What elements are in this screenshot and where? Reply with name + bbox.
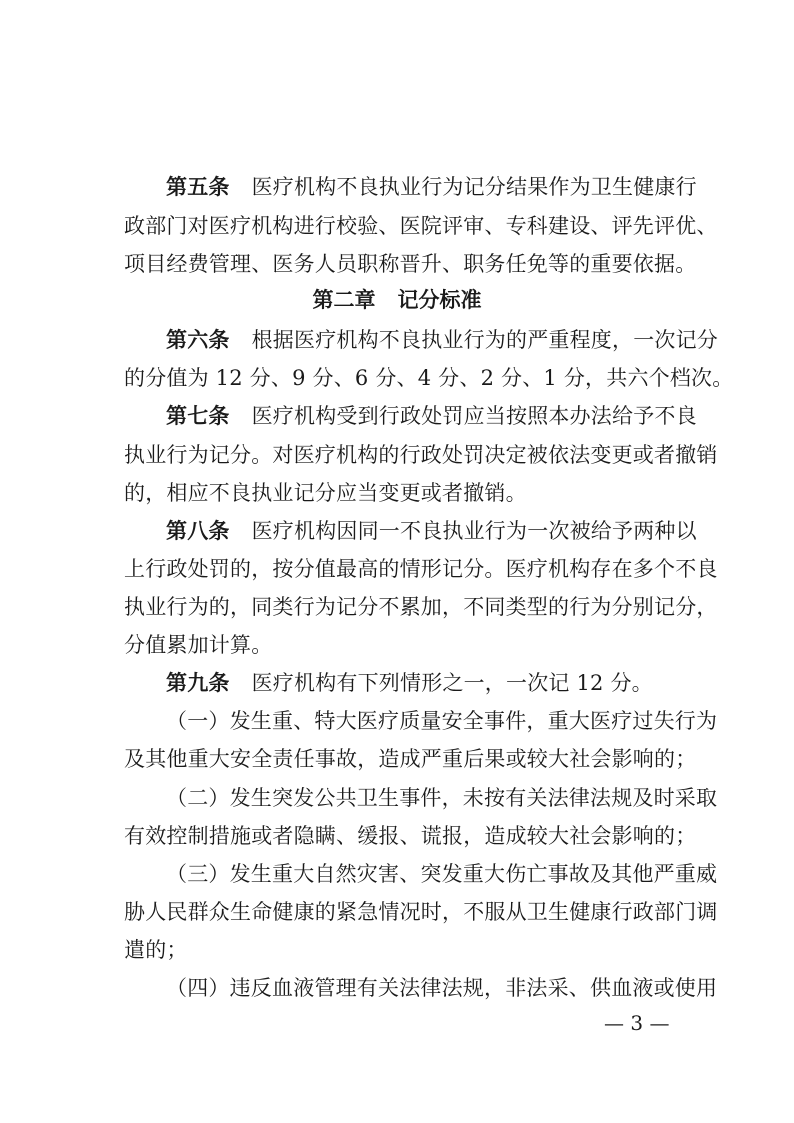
chapter-heading [0,286,794,316]
article6-label: 第六条 [166,328,230,352]
article8-text1: 医疗机构因同一不良执业行为一次被给予两种以 [251,519,697,543]
article8-line1 [166,517,697,547]
article7-label: 第七条 [166,404,230,428]
article7-line2: 执业行为记分。对医疗机构的行政处罚决定被依法变更或者撤销 [124,443,718,467]
item3-line1: （三）发生重大自然灾害、突发重大伤亡事故及其他严重威 [166,862,718,886]
article9-text1: 医疗机构有下列情形之一，一次记 12 分。 [251,671,653,695]
item4-line1: （四）违反血液管理有关法律法规，非法采、供血液或使用 [166,976,718,1000]
article8-label: 第八条 [166,519,230,543]
article7-text1: 医疗机构受到行政处罚应当按照本办法给予不良 [251,404,697,428]
item3-line3: 遣的； [124,938,188,962]
article8-line3: 执业行为的，同类行为记分不累加，不同类型的行为分别记分， [124,595,718,619]
article9-label: 第九条 [166,671,230,695]
page-number: — 3 — [604,1011,670,1035]
item2-line2: 有效控制措施或者隐瞒、缓报、谎报，造成较大社会影响的； [124,824,697,848]
item2-line1: （二）发生突发公共卫生事件，未按有关法律法规及时采取 [166,786,718,810]
article5-line2: 政部门对医疗机构进行校验、医院评审、专科建设、评先评优、 [124,214,718,238]
chapter-title: 记分标准 [397,288,482,312]
chapter-number: 第二章 [312,288,376,312]
article8-line2: 上行政处罚的，按分值最高的情形记分。医疗机构存在多个不良 [124,557,718,581]
article8-line4: 分值累加计算。 [124,633,273,657]
article7-line3: 的，相应不良执业记分应当变更或者撤销。 [124,481,527,505]
article5-label: 第五条 [166,175,230,199]
item1-line2: 及其他重大安全责任事故，造成严重后果或较大社会影响的； [124,747,697,771]
article9-line1 [166,669,686,699]
article6-line1 [166,326,719,356]
item3-line2: 胁人民群众生命健康的紧急情况时，不服从卫生健康行政部门调 [124,900,718,924]
item1-line1: （一）发生重、特大医疗质量安全事件，重大医疗过失行为 [166,709,718,733]
article5-text1: 医疗机构不良执业行为记分结果作为卫生健康行 [251,175,697,199]
article6-text1: 根据医疗机构不良执业行为的严重程度，一次记分 [251,328,719,352]
article7-line1 [166,402,697,432]
article5-line1 [166,173,697,203]
article5-line3: 项目经费管理、医务人员职称晋升、职务任免等的重要依据。 [124,252,697,276]
article6-line2: 的分值为 12 分、9 分、6 分、4 分、2 分、1 分，共六个档次。 [124,366,734,390]
